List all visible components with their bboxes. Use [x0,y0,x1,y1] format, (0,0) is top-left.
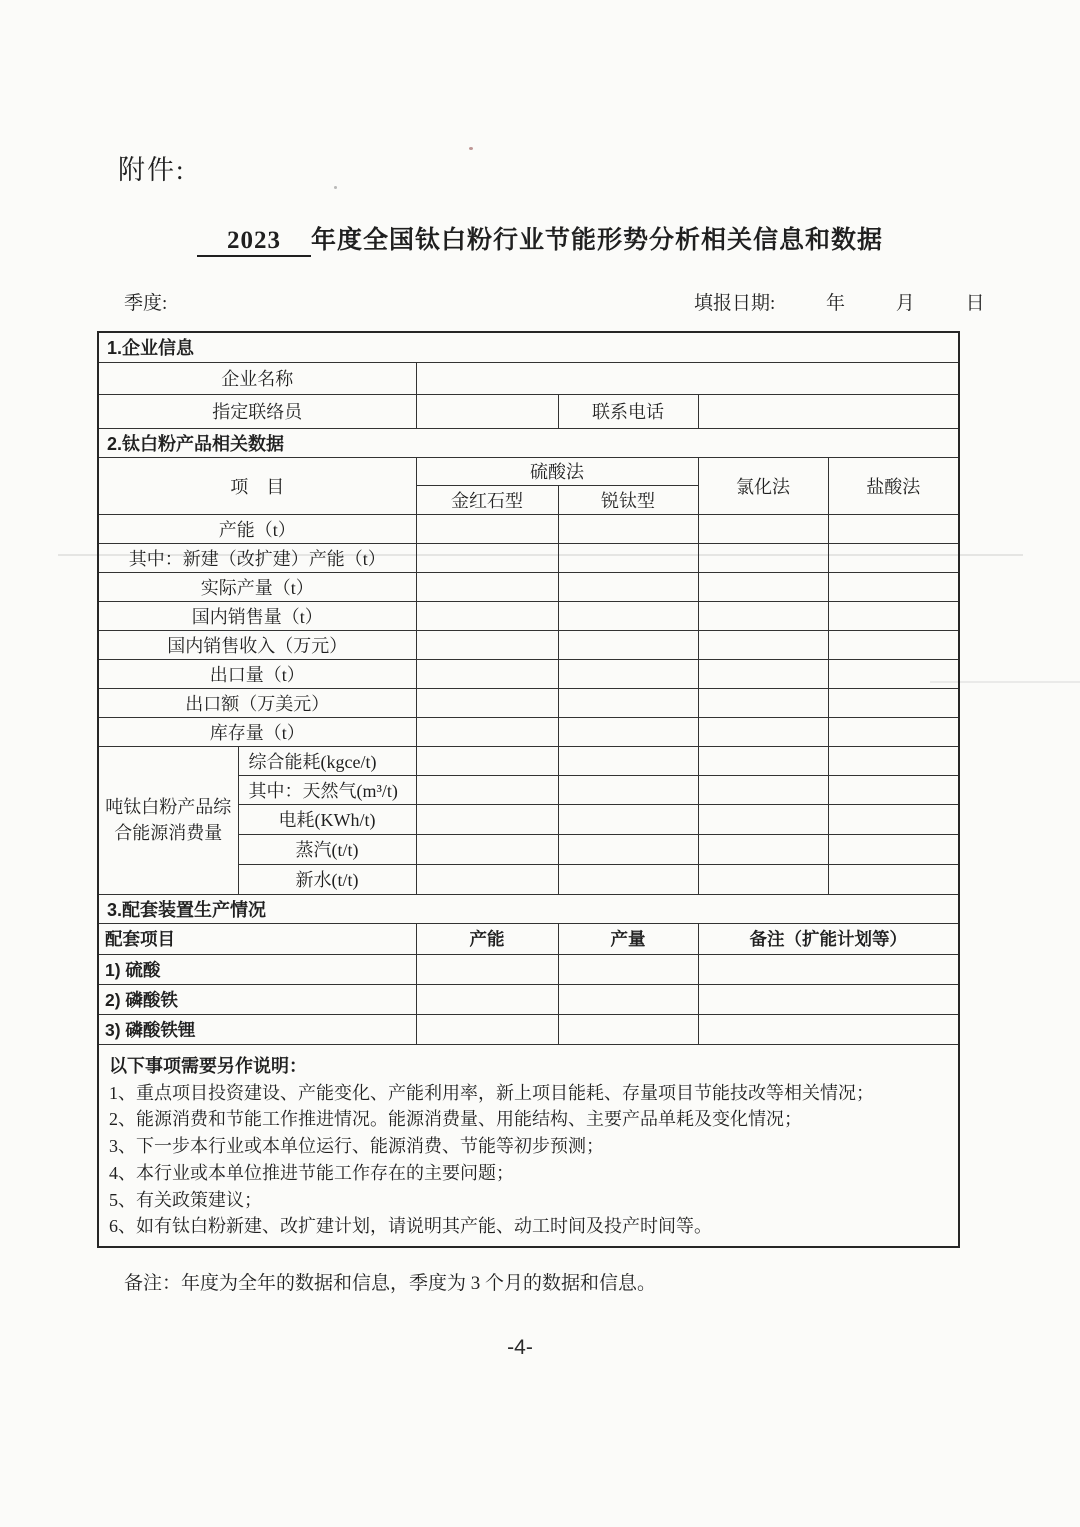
header-hydrochloric: 盐酸法 [828,457,959,514]
notes-block [98,1044,959,1247]
table-row [98,954,959,984]
row-label: 国内销售量（t） [98,601,416,630]
table-row [98,984,959,1014]
table-row [98,746,959,775]
input-cell [558,864,698,894]
input-cell [698,1014,959,1044]
header-anatase: 锐钛型 [558,485,698,514]
input-cell [558,984,698,1014]
input-cell [698,601,828,630]
table-row [98,601,959,630]
input-cell [698,514,828,543]
input-cell [416,630,558,659]
fill-date-day: 日 [965,293,985,314]
energy-row-label: 电耗(KWh/t) [238,804,416,834]
input-cell [828,659,959,688]
input-cell [698,572,828,601]
input-cell [416,543,558,572]
input-cell [558,601,698,630]
input-cell [828,717,959,746]
row-label: 实际产量（t） [98,572,416,601]
input-cell [698,717,828,746]
input-cell [416,717,558,746]
notes-title: 以下事项需要另作说明： [109,1055,307,1076]
input-cell [416,514,558,543]
input-cell [828,688,959,717]
energy-row-label: 综合能耗(kgce/t) [238,746,416,775]
s3-row-label: 1) 硫酸 [98,954,416,984]
input-cell [828,775,959,804]
input-cell [558,659,698,688]
title-year-underlined: 2023 [197,227,311,257]
input-cell [558,514,698,543]
phone-label: 联系电话 [558,394,698,428]
input-cell [698,659,828,688]
note-item: 4、本行业或本单位推进节能工作存在的主要问题； [109,1162,514,1183]
section1-title: 1.企业信息 [98,332,959,362]
s3-header-output: 产量 [558,923,698,954]
form-table [97,331,960,1248]
table-row [98,630,959,659]
header-chloride: 氯化法 [698,457,828,514]
input-cell [828,601,959,630]
input-cell [828,514,959,543]
input-cell [828,804,959,834]
input-cell [698,630,828,659]
input-cell [416,688,558,717]
table-row [98,1044,959,1247]
note-item: 2、能源消费和节能工作推进情况。能源消费量、用能结构、主要产品单耗及变化情况； [109,1109,802,1130]
document-title [0,220,1080,257]
quarter-label: 季度: [124,293,168,314]
table-row [98,1014,959,1044]
input-cell [698,954,959,984]
input-cell [416,954,558,984]
table-row [98,894,959,923]
input-cell [558,717,698,746]
header-item: 项 目 [98,457,416,514]
input-cell [828,834,959,864]
note-item: 5、有关政策建议； [109,1189,262,1210]
row-label: 出口量（t） [98,659,416,688]
footnote: 备注：年度为全年的数据和信息，季度为 3 个月的数据和信息。 [124,1273,657,1294]
s3-header-item: 配套项目 [98,923,416,954]
note-item: 3、下一步本行业或本单位运行、能源消费、节能等初步预测； [109,1136,604,1157]
page-number: -4- [507,1336,533,1359]
input-cell [416,601,558,630]
table-row [98,362,959,394]
table-row [98,428,959,457]
fill-date [694,288,985,315]
phone-cell [698,394,959,428]
input-cell [416,1014,558,1044]
table-row [98,659,959,688]
title-text: 年度全国钛白粉行业节能形势分析相关信息和数据 [310,227,883,254]
company-name-label: 企业名称 [98,362,416,394]
energy-row-label: 蒸汽(t/t) [238,834,416,864]
note-item: 1、重点项目投资建设、产能变化、产能利用率，新上项目能耗、存量项目节能技改等相关情况； [109,1082,874,1103]
input-cell [558,1014,698,1044]
row-label: 库存量（t） [98,717,416,746]
input-cell [698,834,828,864]
row-label: 其中：新建（改扩建）产能（t） [98,543,416,572]
input-cell [698,688,828,717]
s3-row-label: 3) 磷酸铁锂 [98,1014,416,1044]
input-cell [558,543,698,572]
row-label: 产能（t） [98,514,416,543]
note-item: 6、如有钛白粉新建、改扩建计划，请说明其产能、动工时间及投产时间等。 [109,1216,712,1237]
input-cell [416,864,558,894]
energy-group-line2: 合能源消费量 [114,823,223,843]
input-cell [416,984,558,1014]
input-cell [416,659,558,688]
input-cell [416,572,558,601]
fill-date-label: 填报日期: [694,293,776,314]
input-cell [828,543,959,572]
input-cell [828,864,959,894]
company-name-cell [416,362,959,394]
header-rutile: 金红石型 [416,485,558,514]
table-row [98,543,959,572]
table-row [98,717,959,746]
input-cell [558,746,698,775]
input-cell [828,746,959,775]
contact-label: 指定联络员 [98,394,416,428]
input-cell [558,572,698,601]
input-cell [558,804,698,834]
s3-header-remark: 备注（扩能计划等） [698,923,959,954]
input-cell [416,746,558,775]
section3-title: 3.配套装置生产情况 [98,894,959,923]
input-cell [698,804,828,834]
input-cell [828,572,959,601]
scan-artifact [334,186,337,189]
section2-title: 2.钛白粉产品相关数据 [98,428,959,457]
input-cell [416,834,558,864]
input-cell [558,834,698,864]
input-cell [698,746,828,775]
input-cell [558,954,698,984]
header-sulfate: 硫酸法 [416,457,698,485]
s3-row-label: 2) 磷酸铁 [98,984,416,1014]
fill-date-month: 月 [895,293,915,314]
input-cell [698,543,828,572]
table-row [98,572,959,601]
table-row [98,923,959,954]
scan-artifact [469,147,473,150]
energy-group-label [98,746,238,894]
energy-group-line1: 吨钛白粉产品综 [105,797,232,817]
input-cell [698,775,828,804]
input-cell [698,864,828,894]
contact-cell [416,394,558,428]
attachment-label: 附件: [118,155,186,185]
table-row [98,688,959,717]
fill-date-year: 年 [826,293,846,314]
input-cell [558,630,698,659]
row-label: 出口额（万美元） [98,688,416,717]
input-cell [558,775,698,804]
table-row [98,332,959,362]
input-cell [558,688,698,717]
energy-row-label: 其中：天然气(m³/t) [238,775,416,804]
input-cell [828,630,959,659]
input-cell [416,775,558,804]
table-row [98,457,959,485]
s3-header-capacity: 产能 [416,923,558,954]
energy-row-label: 新水(t/t) [238,864,416,894]
table-row [98,394,959,428]
input-cell [416,804,558,834]
row-label: 国内销售收入（万元） [98,630,416,659]
input-cell [698,984,959,1014]
table-row [98,514,959,543]
